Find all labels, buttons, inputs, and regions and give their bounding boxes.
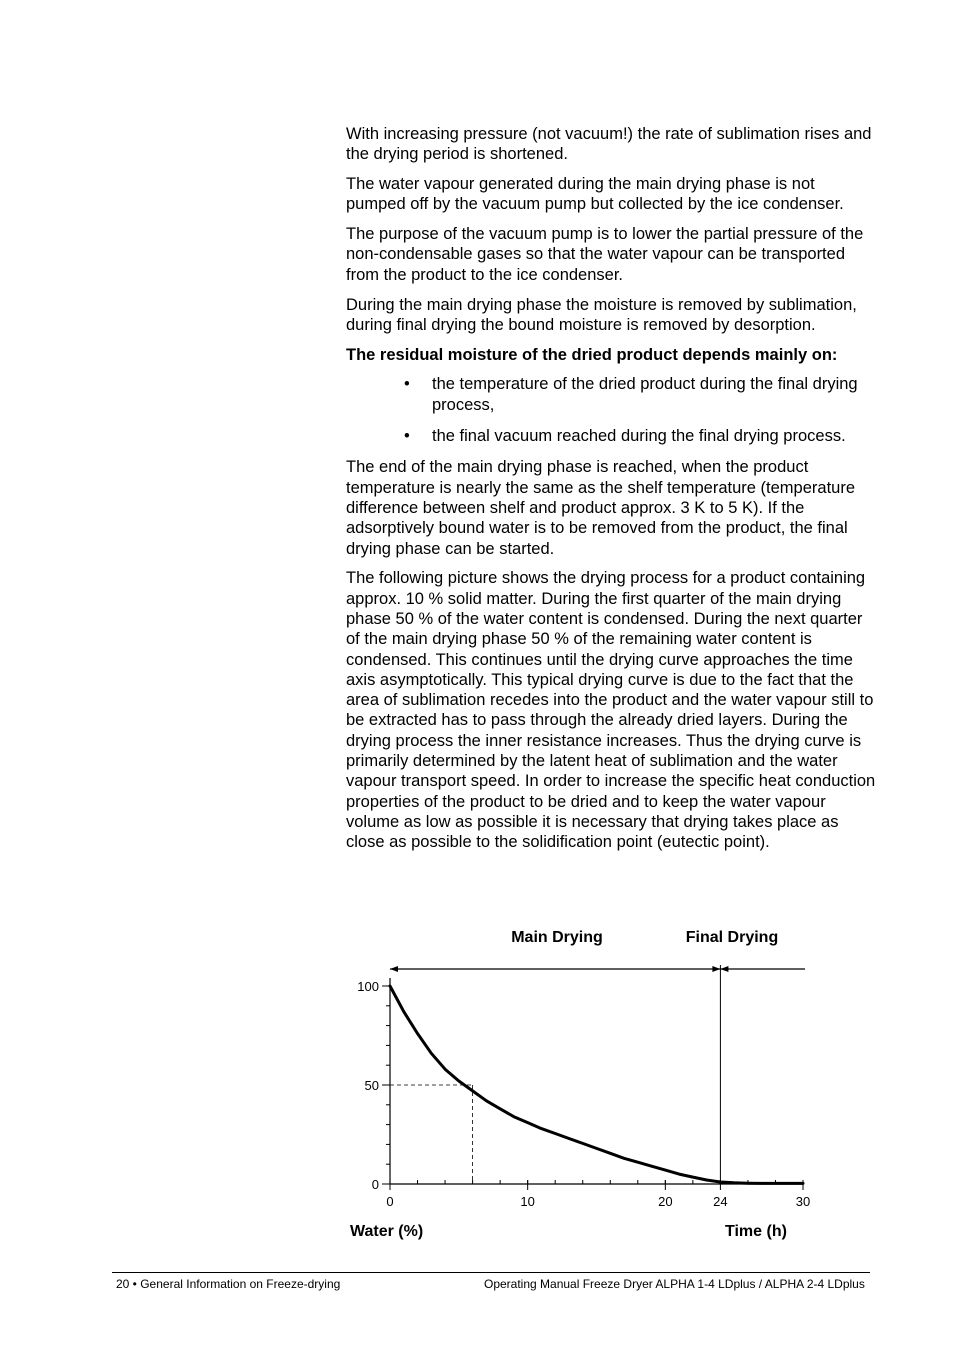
x-tick-label: 20 <box>658 1194 673 1209</box>
paragraph-2: The water vapour generated during the main drying phase is not pumped off by the vacuum pump but collected by the ice condenser. <box>346 175 844 214</box>
bullet-text: the final vacuum reached during the final drying process. <box>432 427 846 446</box>
paragraph-4: During the main drying phase the moisture is removed by sublimation, during final drying the bound moisture is removed by desorption. <box>346 295 857 334</box>
x-tick-label: 0 <box>386 1194 394 1209</box>
x-tick-label: 30 <box>795 1194 811 1209</box>
drying-curve-line <box>390 986 803 1183</box>
phase-arrow-head-left <box>390 966 398 972</box>
phase-arrow-head-boundary-left <box>712 966 720 972</box>
paragraph-1: With increasing pressure (not vacuum!) the rate of sublimation rises and the drying period is shortened. <box>346 125 872 164</box>
x-tick-label: 24 <box>713 1194 728 1209</box>
y-tick-label: 0 <box>371 1177 379 1192</box>
footer-right: Operating Manual Freeze Dryer ALPHA 1-4 LDplus / ALPHA 2-4 LDplus <box>484 1277 865 1291</box>
footer-divider <box>112 1272 870 1273</box>
paragraph-6: The following picture shows the drying process for a product containing approx. 10 % solid matter. During the first quarter of the main drying phase 50 % of the water content is condensed. During the next quarter of the main drying phase 50 % of the remaining water content is condensed. This continues until the drying curve approaches the time axis asymptotically. This typical drying curve is due to the fact that the area of sublimation recedes into the product and the water vapour still to be extracted has to pass through the already dried layers. During the drying process the inner resistance increases. Thus the drying curve is primarily determined by the latent heat of sublimation and the water vapour transport speed. In order to increase the specific heat conduction properties of the product to be dried and to keep the water vapour volume as low as possible it is necessary that drying takes place as close as possible to the solidification point (eutectic point). <box>346 569 876 852</box>
y-tick-label: 100 <box>357 979 379 994</box>
drying-curve-svg <box>340 920 820 1250</box>
x-tick-label: 10 <box>520 1194 535 1209</box>
bullet-icon: • <box>404 427 410 446</box>
residual-moisture-heading: The residual moisture of the dried product depends mainly on: <box>346 345 838 364</box>
x-axis-label: Time (h) <box>725 1223 787 1240</box>
paragraph-3: The purpose of the vacuum pump is to lower the partial pressure of the non-condensable gases so that the water vapour can be transported from the product to the ice condenser. <box>346 225 864 284</box>
drying-curve-chart <box>340 920 820 1250</box>
phase-label-main-drying: Main Drying <box>511 929 603 946</box>
bullet-list <box>346 374 878 446</box>
y-tick-label: 50 <box>364 1078 379 1093</box>
main-text <box>346 124 878 862</box>
bullet-text: the temperature of the dried product during the final drying process, <box>432 375 858 414</box>
paragraph-5: The end of the main drying phase is reached, when the product temperature is nearly the same as the shelf temperature (temperature difference between shelf and product approx. 3 K to 5 K). If the adsorptively bound water is to be removed from the product, the final drying phase can be started. <box>346 458 855 558</box>
footer-left: 20 • General Information on Freeze-drying <box>116 1277 341 1291</box>
list-item <box>346 374 878 415</box>
phase-label-final-drying: Final Drying <box>685 929 779 946</box>
list-item <box>346 426 878 446</box>
phase-arrow-head-boundary-right <box>720 966 728 972</box>
y-axis-label: Water (%) <box>350 1223 424 1240</box>
bullet-icon: • <box>404 375 410 394</box>
